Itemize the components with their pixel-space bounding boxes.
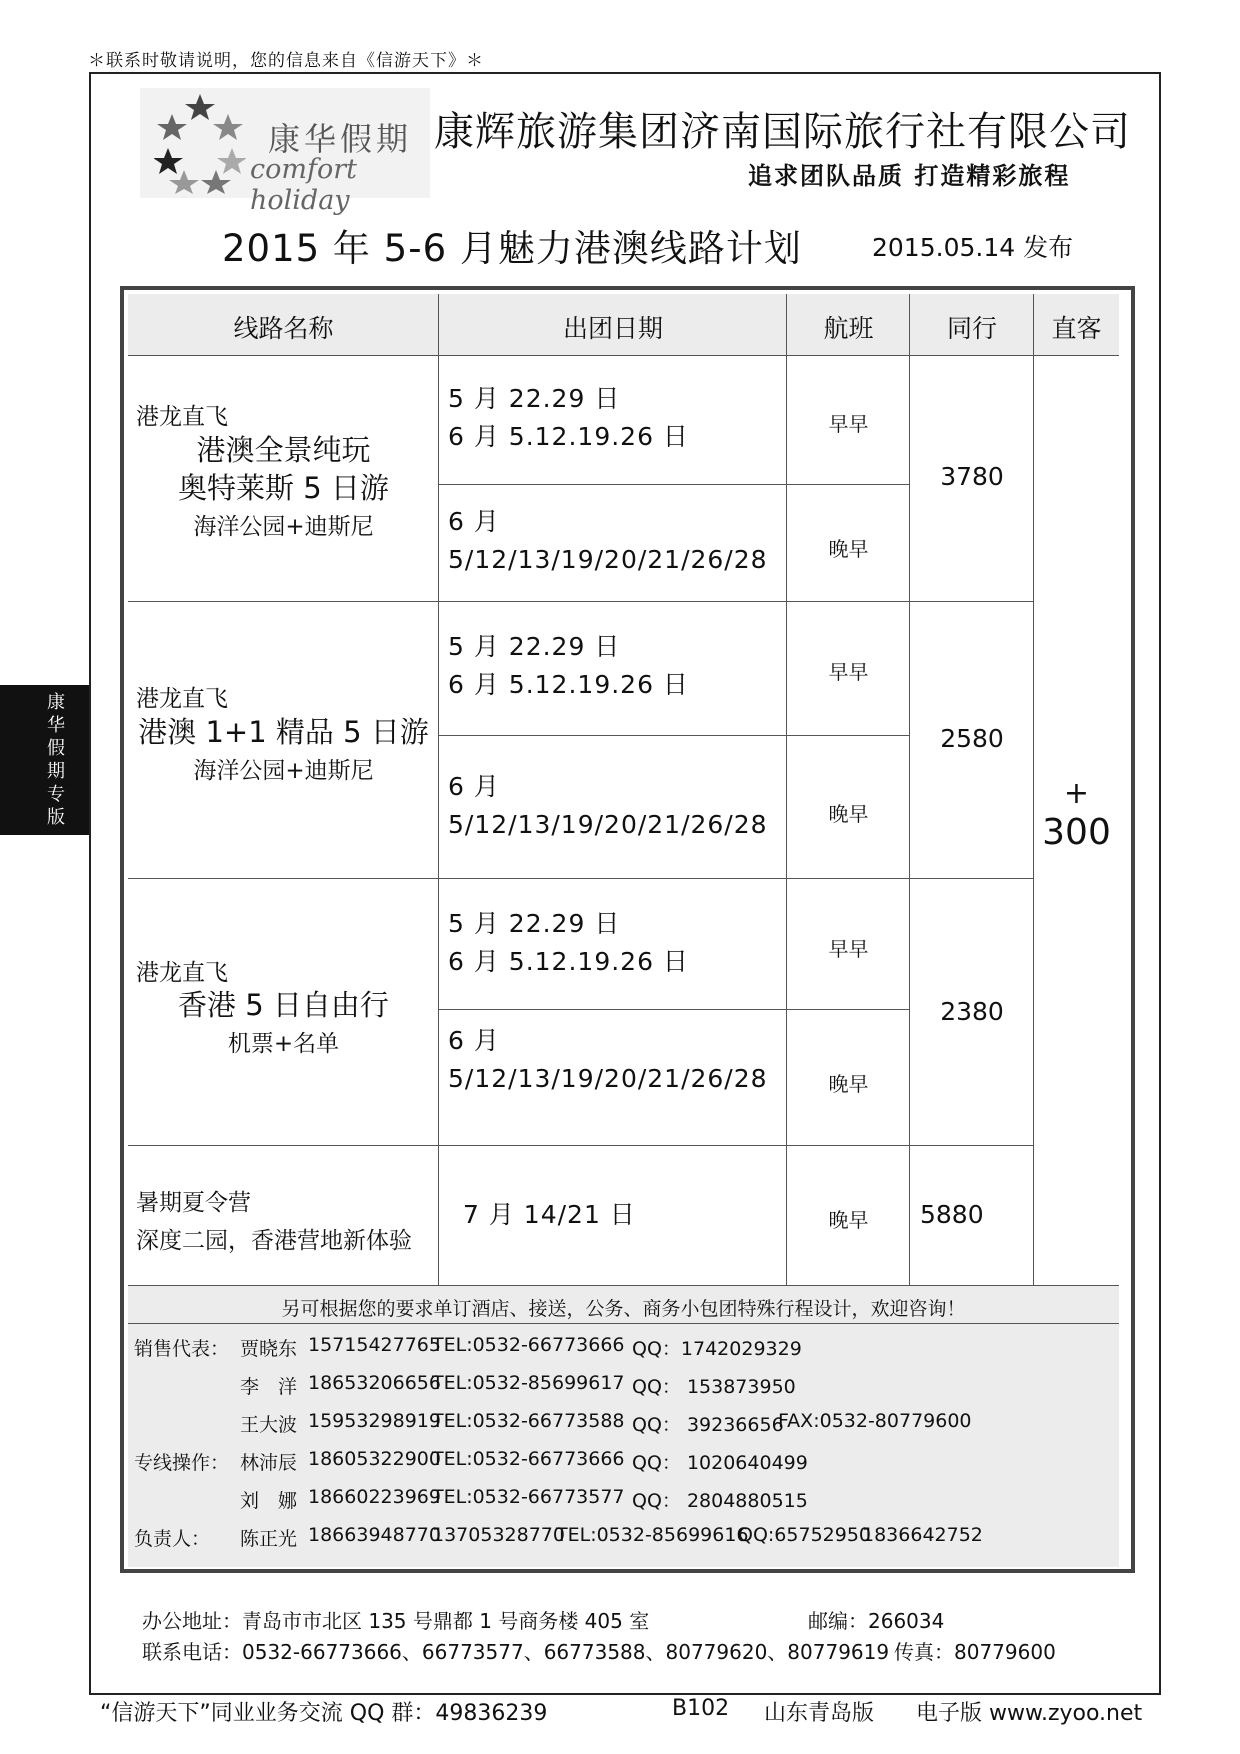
logo-chinese-text: 康华假期 bbox=[268, 120, 413, 158]
logo-english-text: comfort holiday bbox=[250, 154, 357, 216]
route-2-name: 港澳 1+1 精品 5 日游 bbox=[138, 715, 429, 749]
contact-qq: QQ：1742029329 bbox=[632, 1338, 802, 1360]
contact-tel: TEL:0532-66773588 bbox=[432, 1410, 625, 1432]
route-3-price: 2380 bbox=[940, 997, 1004, 1026]
flight-label: 早早 bbox=[828, 937, 869, 961]
route-2-price-cell bbox=[910, 602, 1034, 879]
route-3-note: 机票+名单 bbox=[227, 1031, 340, 1057]
brand-logo bbox=[140, 88, 430, 216]
direct-price-plus: + bbox=[1063, 776, 1090, 811]
route-1-price-cell bbox=[910, 356, 1034, 602]
date-line: 5/12/13/19/20/21/26/28 bbox=[448, 545, 768, 574]
contact-mobile: 18660223969 bbox=[308, 1486, 441, 1508]
footer-page-number: B102 bbox=[672, 1696, 730, 1721]
date-line: 6 月 5.12.19.26 日 bbox=[448, 947, 689, 976]
contact-qq: QQ： 2804880515 bbox=[632, 1490, 808, 1512]
date-line: 6 月 5.12.19.26 日 bbox=[448, 670, 689, 699]
route-4-note: 深度二园，香港营地新体验 bbox=[136, 1228, 412, 1254]
header-flight-cell bbox=[787, 294, 910, 356]
flight-label: 早早 bbox=[828, 660, 869, 684]
route-3-flight-a bbox=[787, 879, 910, 1010]
header-dates-cell bbox=[439, 294, 787, 356]
footer-qq-group: “信游天下”同业业务交流 QQ 群：49836239 bbox=[100, 1701, 548, 1726]
plan-title: 2015 年 5-6 月魅力港澳线路计划 bbox=[222, 227, 802, 270]
contact-name: 王大波 bbox=[240, 1414, 298, 1436]
manager-mobile-2: 13705328770 bbox=[432, 1524, 565, 1546]
route-4-name-cell bbox=[128, 1146, 439, 1286]
header-peer-price: 同行 bbox=[946, 314, 997, 343]
route-2-prefix: 港龙直飞 bbox=[136, 686, 228, 712]
contact-qq: QQ： 39236656 bbox=[632, 1414, 784, 1436]
contact-name: 李 洋 bbox=[240, 1376, 298, 1398]
contact-mobile: 18653206656 bbox=[308, 1372, 441, 1394]
contact-fax: FAX:0532-80779600 bbox=[778, 1410, 972, 1432]
date-line: 6 月 5.12.19.26 日 bbox=[448, 422, 689, 451]
route-2-name-cell bbox=[128, 602, 439, 879]
contact-qq: QQ： 1020640499 bbox=[632, 1452, 808, 1474]
header-peer-cell bbox=[910, 294, 1034, 356]
route-4-prefix: 暑期夏令营 bbox=[136, 1190, 251, 1216]
manager-role: 负责人： bbox=[134, 1528, 211, 1550]
fax-number: 传真：80779600 bbox=[894, 1640, 1056, 1664]
manager-qq: QQ:65752950 bbox=[738, 1524, 872, 1546]
route-3-dates-a bbox=[439, 879, 787, 1010]
route-1-note: 海洋公园+迪斯尼 bbox=[193, 514, 374, 540]
date-line: 5 月 22.29 日 bbox=[448, 909, 621, 938]
route-1-price: 3780 bbox=[940, 462, 1004, 491]
route-1-flight-a bbox=[787, 356, 910, 485]
route-1-name-line1: 港澳全景纯玩 bbox=[196, 433, 371, 467]
route-3-flight-b bbox=[787, 1010, 910, 1146]
contact-phones: 联系电话：0532-66773666、66773577、66773588、80779620、80779619 bbox=[142, 1640, 890, 1664]
manager-extra-number: 1836642752 bbox=[862, 1524, 983, 1546]
flight-label: 晚早 bbox=[828, 537, 869, 561]
route-3-name: 香港 5 日自由行 bbox=[178, 988, 389, 1022]
date-line: 5/12/13/19/20/21/26/28 bbox=[448, 810, 768, 839]
flight-label: 晚早 bbox=[828, 802, 869, 826]
header-dates: 出团日期 bbox=[562, 314, 663, 343]
contact-role: 专线操作： bbox=[134, 1452, 230, 1474]
contact-mobile: 15953298919 bbox=[308, 1410, 441, 1432]
top-note: ＊联系时敬请说明，您的信息来自《信游天下》＊ bbox=[88, 51, 484, 71]
contact-mobile: 15715427765 bbox=[308, 1334, 441, 1356]
route-1-dates-b bbox=[439, 485, 787, 602]
flight-label: 早早 bbox=[828, 412, 869, 436]
route-table bbox=[120, 286, 1135, 1573]
slogan: 追求团队品质 打造精彩旅程 bbox=[748, 161, 1071, 190]
date-line: 5 月 22.29 日 bbox=[448, 384, 621, 413]
route-3-dates-b bbox=[439, 1010, 787, 1146]
office-address: 办公地址：青岛市市北区 135 号鼎都 1 号商务楼 405 室 bbox=[142, 1609, 650, 1633]
header-route-cell bbox=[128, 294, 439, 356]
contact-tel: TEL:0532-85699617 bbox=[432, 1372, 625, 1394]
flight-label: 晚早 bbox=[828, 1072, 869, 1096]
contact-mobile: 18605322900 bbox=[308, 1448, 441, 1470]
manager-mobile: 18663948770 bbox=[308, 1524, 441, 1546]
date-line: 6 月 bbox=[448, 507, 500, 536]
manager-name: 陈正光 bbox=[240, 1528, 298, 1550]
route-3-name-cell bbox=[128, 879, 439, 1146]
route-1-name-cell bbox=[128, 356, 439, 602]
route-4-flight bbox=[787, 1146, 910, 1286]
route-2-dates-b bbox=[439, 736, 787, 879]
route-4-price: 5880 bbox=[920, 1200, 984, 1229]
header-flight: 航班 bbox=[823, 314, 874, 343]
side-tab bbox=[0, 685, 89, 835]
star-wreath-icon bbox=[154, 92, 246, 194]
contact-name: 贾晓东 bbox=[240, 1338, 298, 1360]
direct-price-value: 300 bbox=[1042, 812, 1111, 853]
date-line: 6 月 bbox=[448, 1026, 500, 1055]
contact-tel: TEL:0532-66773666 bbox=[432, 1334, 625, 1356]
route-4-dates bbox=[439, 1146, 787, 1286]
route-4-price-cell bbox=[910, 1146, 1034, 1286]
route-1-dates-a bbox=[439, 356, 787, 485]
date-line: 6 月 bbox=[448, 772, 500, 801]
header-direct-cell bbox=[1034, 294, 1119, 356]
flight-label: 晚早 bbox=[828, 1208, 869, 1232]
route-2-note: 海洋公园+迪斯尼 bbox=[193, 758, 374, 784]
route-2-price: 2580 bbox=[940, 724, 1004, 753]
contact-qq: QQ： 153873950 bbox=[632, 1376, 796, 1398]
route-1-name-line2: 奥特莱斯 5 日游 bbox=[178, 471, 389, 505]
route-2-flight-a bbox=[787, 602, 910, 736]
route-2-dates-a bbox=[439, 602, 787, 736]
manager-tel: TEL:0532-85699616 bbox=[556, 1524, 749, 1546]
footer-edition: 山东青岛版 bbox=[764, 1701, 875, 1726]
plan-date: 2015.05.14 发布 bbox=[872, 233, 1074, 262]
contact-name: 林沛辰 bbox=[240, 1452, 298, 1474]
header-route: 线路名称 bbox=[233, 314, 334, 343]
header-direct-price: 直客 bbox=[1051, 314, 1102, 343]
contact-name: 刘 娜 bbox=[240, 1490, 298, 1512]
route-2-flight-b bbox=[787, 736, 910, 879]
contact-tel: TEL:0532-66773577 bbox=[432, 1486, 625, 1508]
side-tab-text: 康 华 假 期 专 版 bbox=[47, 692, 65, 828]
contact-role: 销售代表： bbox=[134, 1338, 230, 1360]
notice-row bbox=[128, 1286, 1119, 1324]
route-3-price-cell bbox=[910, 879, 1034, 1146]
direct-price-cell bbox=[1034, 356, 1119, 1286]
route-1-flight-b bbox=[787, 485, 910, 602]
contact-tel: TEL:0532-66773666 bbox=[432, 1448, 625, 1470]
footer-website: 电子版 www.zyoo.net bbox=[916, 1701, 1143, 1726]
company-name: 康辉旅游集团济南国际旅行社有限公司 bbox=[434, 109, 1131, 155]
postcode: 邮编：266034 bbox=[808, 1609, 945, 1633]
contacts-section bbox=[128, 1324, 1119, 1567]
notice-text: 另可根据您的要求单订酒店、接送，公务、商务小包团特殊行程设计，欢迎咨询！ bbox=[281, 1298, 966, 1320]
date-line: 7 月 14/21 日 bbox=[463, 1200, 636, 1229]
date-line: 5/12/13/19/20/21/26/28 bbox=[448, 1064, 768, 1093]
date-line: 5 月 22.29 日 bbox=[448, 632, 621, 661]
route-1-prefix: 港龙直飞 bbox=[136, 404, 228, 430]
route-3-prefix: 港龙直飞 bbox=[136, 960, 228, 986]
